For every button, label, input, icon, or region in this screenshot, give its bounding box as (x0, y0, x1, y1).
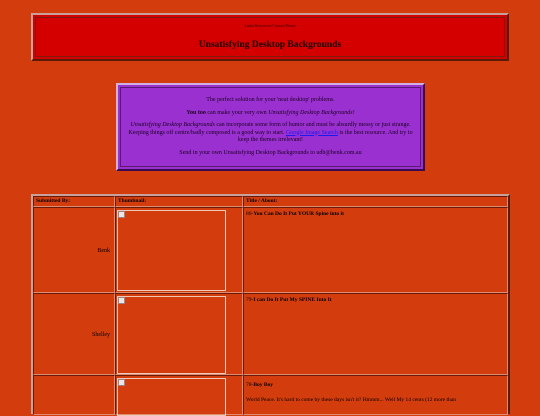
table-row-thumbnail-cell (115, 375, 243, 415)
broken-image-icon (118, 379, 125, 386)
thumbnail-image[interactable] (117, 210, 226, 291)
entry-number: 78- (246, 382, 254, 388)
info-description (127, 122, 414, 145)
thumbnail-image[interactable] (117, 378, 226, 416)
entry-number: 79- (246, 297, 254, 303)
column-header-title-about: Title / About: (243, 196, 508, 207)
table-row-title (243, 375, 508, 415)
you-too-bold: You too (186, 109, 206, 116)
entry-title[interactable]: I can Do It Put My SPINE Into It (253, 297, 332, 303)
column-header-thumbnail: Thumbnail: (115, 196, 243, 207)
entry-title[interactable]: Boy Boy (253, 382, 274, 388)
top-nav-link[interactable]: Links/Resources/Contact/Home (244, 23, 296, 28)
description-text: can incorporate some form of humor and must be absurdly messy or just strange. Keeping things off centre/badly composed is a good way to start. (128, 122, 411, 136)
table-row-title (243, 293, 508, 375)
description-text-end: is the best resource. And try to keep the themes irrelevant! (237, 129, 413, 143)
table-row-submitter: Benk (33, 207, 115, 293)
info-tagline: The perfect solution for your 'neat desktop' problems. (206, 97, 335, 103)
entry-title[interactable]: You Can Do It Put YOUR Spine into it (253, 211, 344, 217)
table-row-submitter (33, 375, 115, 415)
submissions-table (31, 194, 510, 414)
broken-image-icon (118, 211, 125, 218)
thumbnail-image[interactable] (117, 296, 226, 374)
table-row-thumbnail-cell (115, 207, 243, 293)
info-send: Send in your own Unsatisfying Desktop Backgrounds to udb@benk.com.au (179, 149, 362, 156)
entry-description: World Peace. It's hard to come by these days isn't it? Hmmm... Well My 14 cents (12 more than (246, 397, 456, 403)
info-box (116, 83, 425, 171)
entry-number: 80- (246, 211, 254, 217)
broken-image-icon (118, 297, 125, 304)
info-you-too (127, 110, 414, 118)
you-too-text: can make your very own (207, 109, 267, 116)
table-row-submitter: Shelley (33, 293, 115, 375)
page-title: Unsatisfying Desktop Backgrounds (198, 40, 342, 50)
header-box (31, 13, 509, 61)
google-image-search-link[interactable]: Google Image Search (285, 129, 338, 136)
table-row-title (243, 207, 508, 293)
description-italic: Unsatisfying Desktop Backgrounds (130, 122, 215, 128)
table-row-thumbnail-cell (115, 293, 243, 375)
column-header-submitted-by: Submitted By: (33, 196, 115, 207)
you-too-italic: Unsatisfying Desktop Backgrounds! (268, 109, 355, 116)
